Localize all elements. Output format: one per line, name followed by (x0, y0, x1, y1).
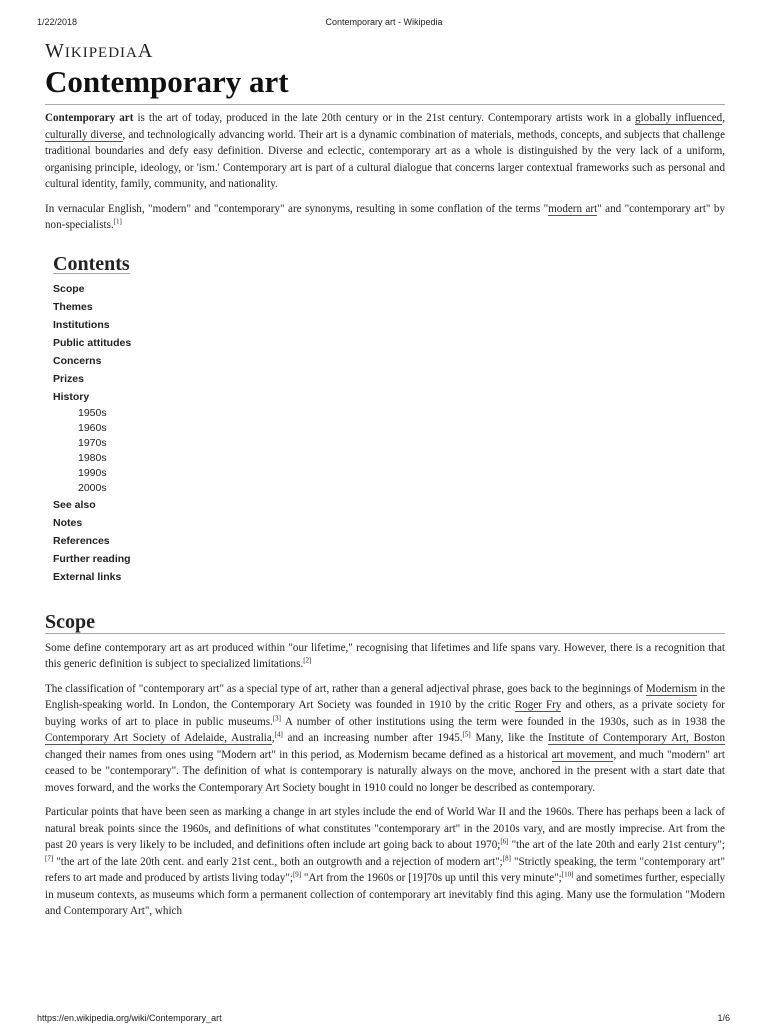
citation-link[interactable]: [10] (561, 870, 574, 879)
text-run: in the English-speaking world. In London, the Contemporary Art Society was founded in 1910 by the critic (45, 682, 726, 711)
toc-item (53, 568, 725, 586)
text-run: "Art from the 1960s or [19]70s up until this very minute"; (301, 872, 562, 884)
text-run: A number of other institutions using the term were founded in the 1930s, such as in 1938 the (281, 715, 725, 728)
toc-item (53, 550, 725, 568)
article-link[interactable]: Modernism (645, 682, 697, 695)
citation-link[interactable]: [2] (303, 656, 312, 665)
text-run: , (722, 112, 725, 124)
article-link[interactable]: modern art (548, 202, 598, 215)
toc-link-references[interactable]: References (53, 535, 110, 547)
text-run: changed their names from ones using "Modern art" in this period, as Modernism became defined as a historical (45, 748, 552, 761)
toc-subitem-1960s[interactable]: 1960s (78, 422, 107, 434)
text-run: and an increasing number after 1945. (282, 732, 463, 744)
scope-paragraph-3 (45, 804, 725, 920)
toc-subitem-1990s[interactable]: 1990s (78, 467, 107, 479)
article-link[interactable]: Contemporary Art Society of Adelaide, Australia (45, 732, 272, 744)
citation-link[interactable]: [6] (500, 837, 509, 846)
toc-item (53, 514, 725, 532)
toc-item (53, 532, 725, 550)
toc-link-themes[interactable]: Themes (53, 301, 93, 313)
text-run: , and much "modern" art ceased to be "contemporary". The definition of what is contemporary is naturally always on the move, anchored in the present with a start date that moves forward, and the works the Contemporary Art Society bought in 1910 could no longer be described as contemporary. (45, 748, 725, 794)
page-title: Contemporary art (45, 64, 725, 105)
toc-item (53, 298, 725, 316)
article-link[interactable]: Roger Fry (514, 699, 562, 711)
toc-sublist (53, 406, 725, 496)
article-link[interactable]: culturally diverse (45, 128, 123, 141)
article-link[interactable]: Institute of Contemporary Art, Boston (547, 732, 726, 744)
toc-link-history[interactable]: History (53, 391, 90, 403)
text-run: In vernacular English, "modern" and "contemporary" are synonyms, resulting in some conflation of the terms " (45, 202, 549, 215)
toc-item (53, 316, 725, 334)
toc-item (53, 280, 725, 298)
citation-link[interactable]: [4] (274, 730, 283, 739)
text-run: "Strictly speaking, the term "contemporary art" refers to art made and produced by artists living today"; (45, 855, 725, 884)
toc-subitem-1970s[interactable]: 1970s (78, 437, 107, 449)
toc-item (53, 352, 725, 370)
bold-term: Contemporary art (45, 112, 134, 124)
table-of-contents (53, 252, 725, 587)
text-run: The classification of "contemporary art" as a special type of art, rather than a general adjectival phrase, goes back to the beginnings of (45, 682, 646, 695)
toc-link-external-links[interactable]: External links (53, 571, 122, 583)
toc-subitem-2000s[interactable]: 2000s (78, 482, 107, 494)
toc-item (53, 388, 725, 496)
toc-subitem-1950s[interactable]: 1950s (78, 407, 107, 419)
text-run: "the art of the late 20th cent. and early 21st cent., both an outgrowth and a rejection of modern art"; (53, 855, 503, 868)
toc-link-concerns[interactable]: Concerns (53, 355, 102, 367)
toc-item (53, 496, 725, 514)
toc-link-see-also[interactable]: See also (53, 499, 96, 511)
toc-item (53, 370, 725, 388)
toc-link-further-reading[interactable]: Further reading (53, 553, 131, 565)
text-run: and others, as a private society for buying works of art to place in public museums. (45, 699, 725, 728)
toc-link-prizes[interactable]: Prizes (53, 373, 84, 385)
scope-paragraph-1 (45, 640, 725, 673)
article-body (45, 110, 725, 928)
toc-title: Contents (53, 252, 130, 275)
intro-paragraph-1 (45, 110, 725, 193)
print-header (0, 0, 768, 28)
citation-link[interactable]: [1] (113, 217, 122, 226)
toc-link-notes[interactable]: Notes (53, 517, 83, 529)
citation-link[interactable]: [8] (502, 853, 511, 862)
text-run: Some define contemporary art as art produced within "our lifetime," recognising that lifetimes and life spans vary. However, there is a recognition that this generic definition is subject to specialized limitations. (45, 641, 725, 670)
toc-list (53, 280, 725, 586)
toc-item (53, 334, 725, 352)
intro-paragraph-2 (45, 201, 725, 234)
print-url: https://en.wikipedia.org/wiki/Contemporary_art (37, 1013, 222, 1023)
toc-link-scope[interactable]: Scope (53, 283, 85, 295)
print-title: Contemporary art - Wikipedia (325, 17, 443, 27)
toc-link-institutions[interactable]: Institutions (53, 319, 110, 331)
citation-link[interactable]: [7] (45, 853, 54, 862)
text-run: and sometimes further, especially in museum contexts, as museums which form a permanent collection of contemporary art inevitably find this aging. Many use the formulation "Modern and Contemporary Art", which (45, 872, 725, 917)
text-run: " and "contemporary art" by non-specialists. (45, 202, 725, 231)
text-run: "the art of the late 20th and early 21st century"; (508, 839, 725, 851)
citation-link[interactable]: [9] (292, 870, 302, 879)
section-heading-scope: Scope (45, 614, 725, 634)
citation-link[interactable]: [5] (462, 730, 471, 739)
text-run: Many, like the (470, 732, 548, 744)
scope-paragraph-2 (45, 681, 725, 797)
text-run: Particular points that have been seen as marking a change in art styles include the end of World War II and the 1960s. There has perhaps been a lack of natural break points since the 1960s, and definitions of what constitutes "contemporary art" in the 2010s vary, and are mostly imprecise. Art from the past 20 years is very likely to be included, and definitions often include art going back to about 1970; (45, 806, 725, 851)
print-date: 1/22/2018 (37, 17, 78, 27)
article-link[interactable]: art movement (551, 748, 614, 761)
wikipedia-logo[interactable]: WIKIPEDIAA (45, 40, 154, 62)
text-run: , and technologically advancing world. Their art is a dynamic combination of materials, methods, concepts, and subjects that challenge traditional boundaries and defy easy definition. Diverse and eclectic, contemporary art as a whole is distinguished by the very lack of a uniform, organising principle, ideology, or 'ism.' Contemporary art is part of a cultural dialogue that concerns larger contextual frameworks such as personal and cultural identity, family, community, and nationality. (45, 128, 725, 190)
text-run: is the art of today, produced in the late 20th century or in the 21st century. Contemporary artists work in a (133, 112, 636, 124)
toc-link-public-attitudes[interactable]: Public attitudes (53, 337, 132, 349)
citation-link[interactable]: [3] (272, 713, 281, 722)
toc-subitem-1980s[interactable]: 1980s (78, 452, 107, 464)
article-link[interactable]: globally influenced (635, 112, 723, 124)
text-run: , (271, 732, 275, 744)
print-page-number: 1/6 (717, 1013, 730, 1023)
